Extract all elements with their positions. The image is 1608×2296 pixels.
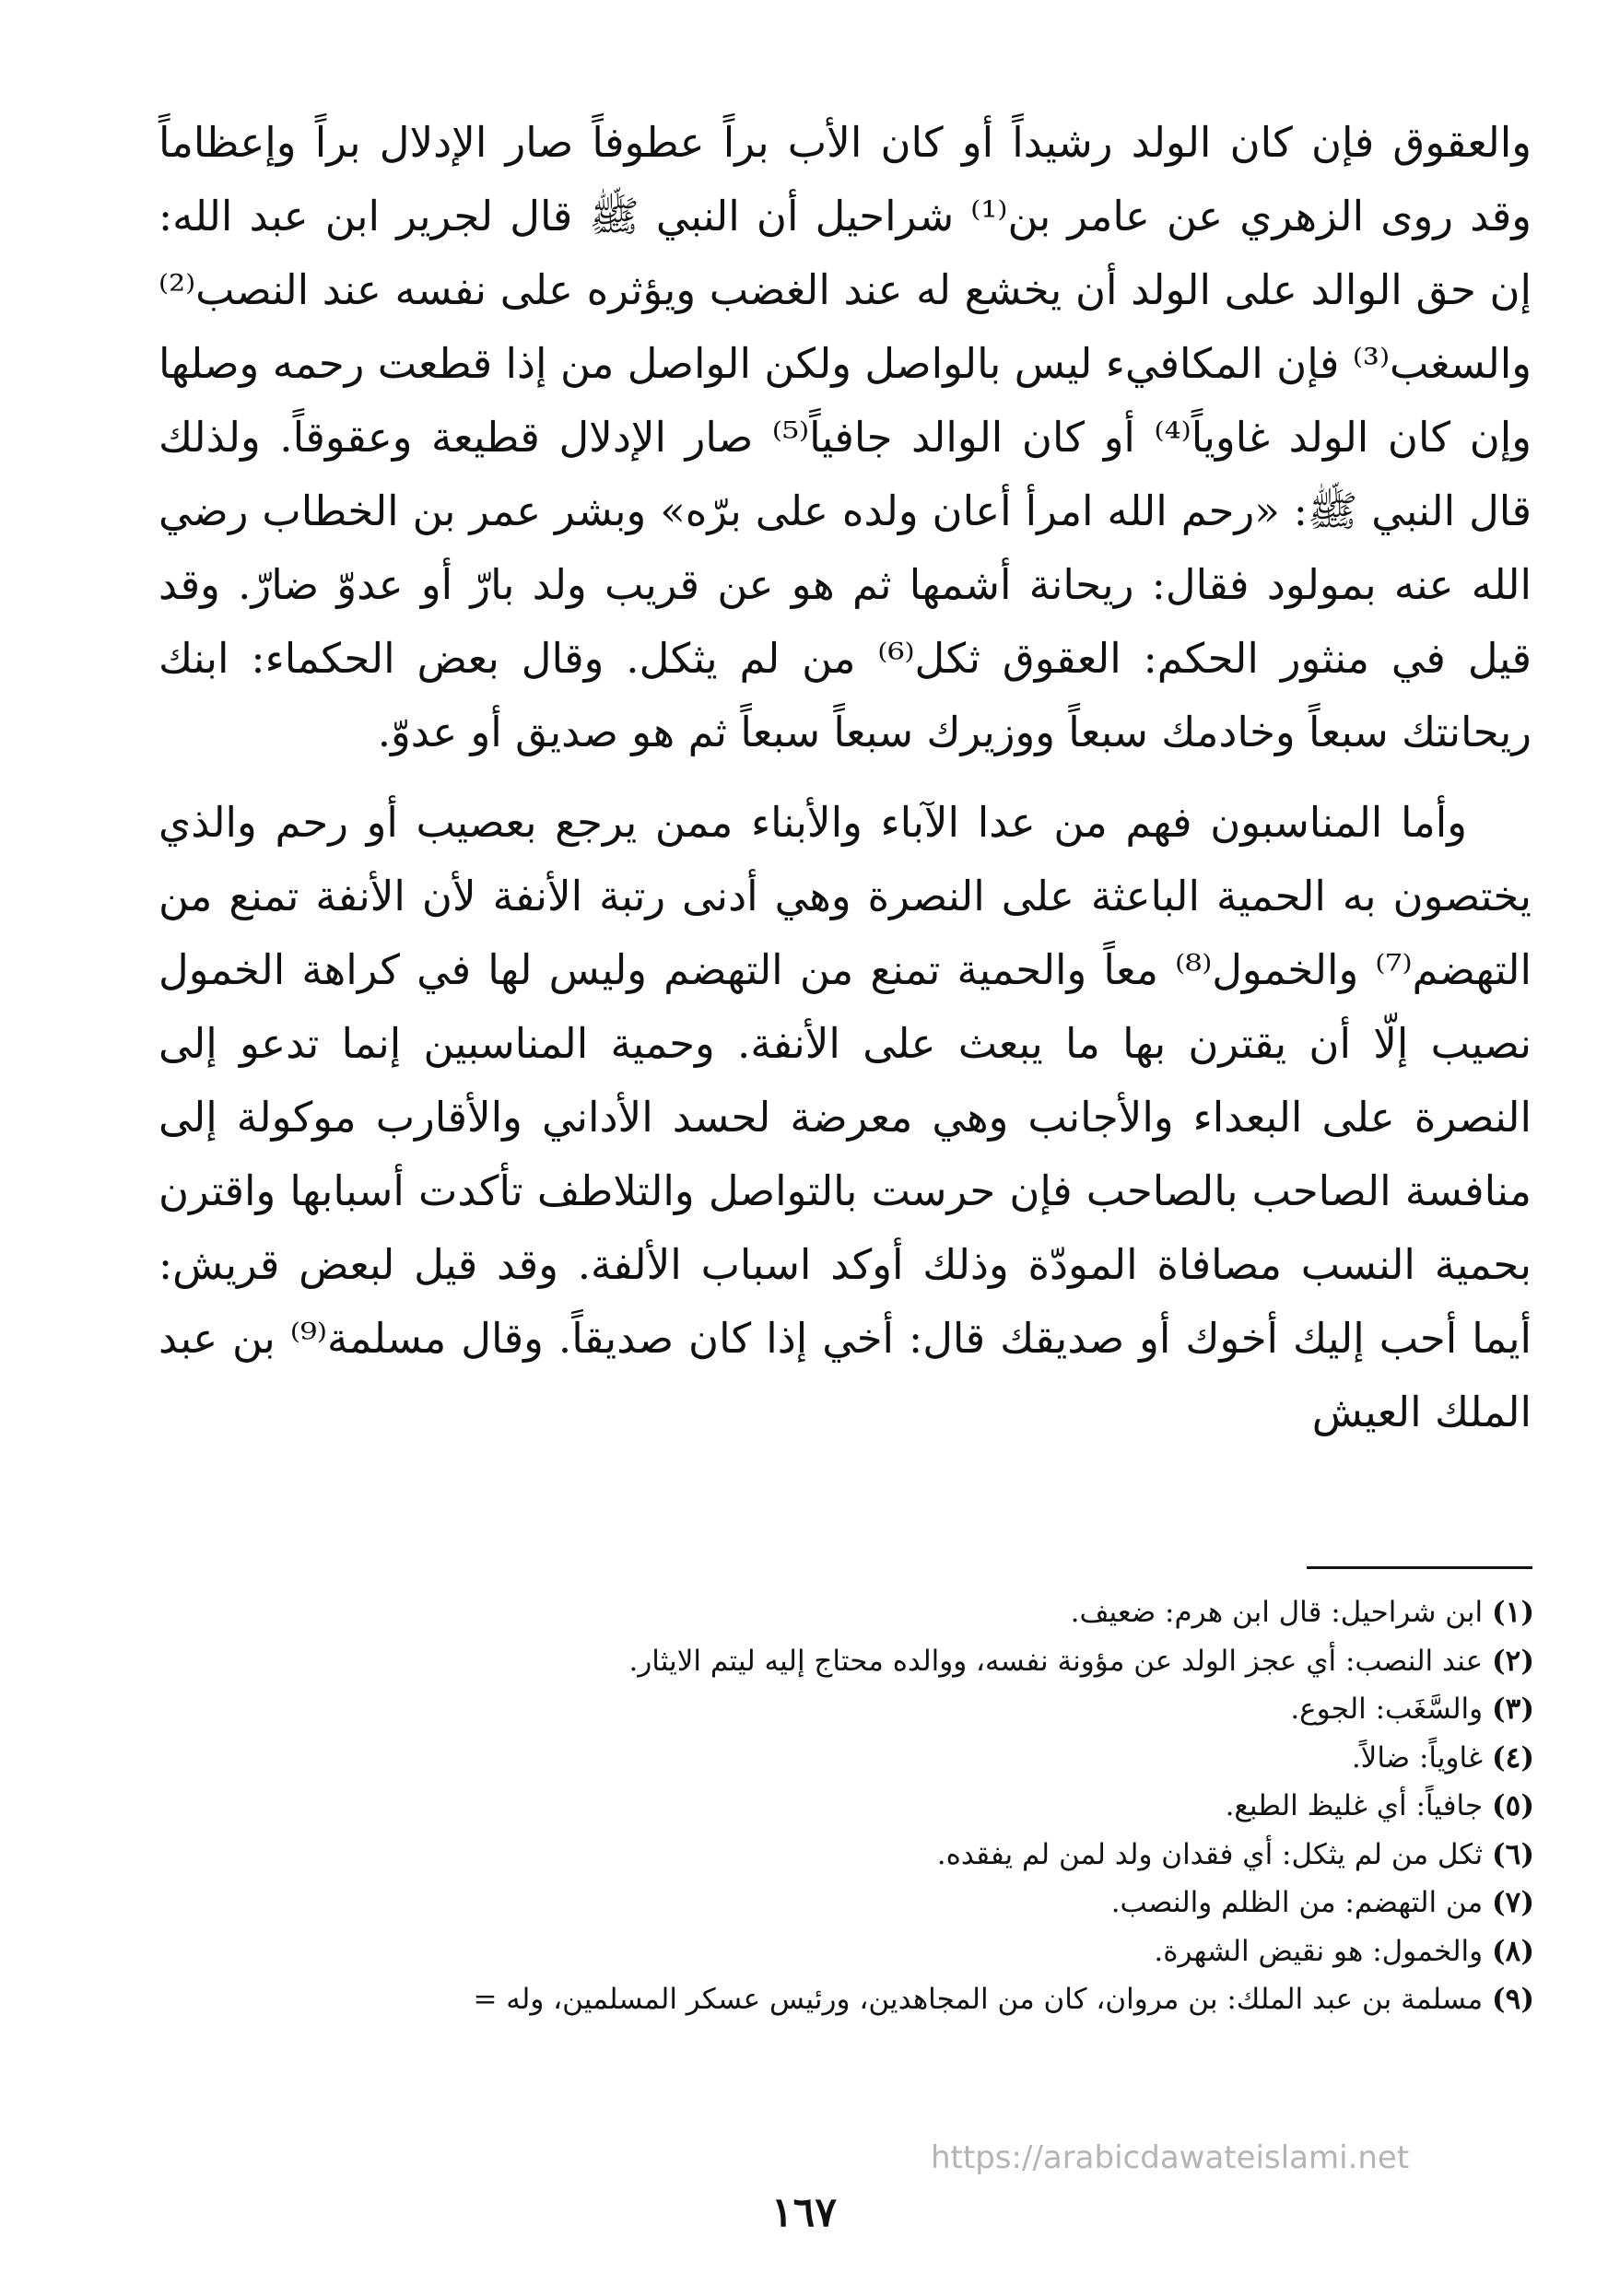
footnote-text: ثكل من لم يثكل: أي فقدان ولد لمن لم يفقده. [936,1837,1484,1871]
footnote-number: (٤) [1492,1740,1534,1775]
footnote-item [138,1637,1534,1686]
footnote-item [138,1734,1534,1783]
footnote-item [138,1831,1534,1880]
footnote-item [138,1975,1534,2024]
footnote-number: (٥) [1492,1789,1534,1822]
footnote-text: مسلمة بن عبد الملك: بن مروان، كان من المجاهدين، ورئيس عسكر المسلمين، وله = [473,1983,1484,2016]
footnote-item [138,1927,1534,1976]
footnote-text: عند النصب: أي عجز الولد عن مؤونة نفسه، ووالده محتاج إليه ليتم الايثار. [628,1644,1484,1678]
footnote-item [138,1588,1534,1637]
page-number: ١٦٧ [771,2189,837,2236]
footnote-item [138,1879,1534,1927]
footnote-number: (٦) [1492,1837,1534,1871]
footnote-text: من التهضم: من الظلم والنصب. [1110,1886,1484,1919]
paragraph: وأما المناسبون فهم من عدا الآباء والأبناء ممن يرجع بعصيب أو رحم والذي يختصون به الحمية الباعثة على النصرة وهي أدنى رتبة الأنفة لأن الأنفة تمنع من التهضم⁽⁷⁾ والخمول⁽⁸⁾ معاً والحمية تمنع من التهضم وليس لها في كراهة الخمول نصيب إلّا أن يقترن بها ما يبعث على الأنفة. وحمية المناسبين إنما تدعو إلى النصرة على البعداء والأجانب وهي معرضة لحسد الأداني والأقارب موكولة إلى منافسة الصاحب بالصاحب فإن حرست بالتواصل والتلاطف تأكدت أسبابها واقترن بحمية النسب مصافاة المودّة وذلك أوكد اسباب الألفة. وقد قيل لبعض قريش: أيما أحب إليك أخوك أو صديقك قال: أخي إذا كان صديقاً. وقال مسلمة⁽⁹⁾ بن عبد الملك العيش [158,798,1532,1436]
footnote-number: (٧) [1492,1886,1534,1919]
footnote-text: جافياً: أي غليظ الطبع. [1225,1789,1484,1822]
footnote-number: (٢) [1492,1644,1534,1678]
footnote-number: (٩) [1492,1983,1534,2016]
footnote-text: ابن شراحيل: قال ابن هرم: ضعيف. [1070,1596,1484,1629]
footnotes-list [138,1588,1534,2024]
watermark-url: https://arabicdawateislami.net [931,2139,1410,2176]
footnote-text: والخمول: هو نقيض الشهرة. [1154,1934,1484,1968]
main-text [158,106,1532,1449]
footnote-number: (٣) [1492,1693,1534,1726]
footnote-item [138,1685,1534,1734]
footnote-text: غاوياً: ضالاً. [1351,1740,1484,1775]
footnote-number: (١) [1492,1596,1534,1629]
footnote-text: والسَّغَب: الجوع. [1290,1693,1484,1726]
paragraph: والعقوق فإن كان الولد رشيداً أو كان الأب براً عطوفاً صار الإدلال براً وإعظاماً وقد روى الزهري عن عامر بن⁽¹⁾ شراحيل أن النبي ﷺ قال لجرير ابن عبد الله: إن حق الوالد على الولد أن يخشع له عند الغضب ويؤثره على نفسه عند النصب⁽²⁾ والسغب⁽³⁾ فإن المكافيء ليس بالواصل ولكن الواصل من إذا قطعت رحمه وصلها وإن كان الولد غاوياً⁽⁴⁾ أو كان الوالد جافياً⁽⁵⁾ صار الإدلال قطيعة وعقوقاً. ولذلك قال النبي ﷺ: «رحم الله امرأ أعان ولده على برّه» وبشر عمر بن الخطاب رضي الله عنه بمولود فقال: ريحانة أشمها ثم هو عن قريب ولد بارّ أو عدوّ ضارّ. وقد قيل في منثور الحكم: العقوق ثكل⁽⁶⁾ من لم يثكل. وقال بعض الحكماء: ابنك ريحانتك سبعاً وخادمك سبعاً ووزيرك سبعاً سبعاً ثم هو صديق أو عدوّ. [158,118,1532,756]
footnote-divider [1307,1566,1532,1569]
footnote-number: (٨) [1492,1934,1534,1968]
footnote-item [138,1782,1534,1831]
